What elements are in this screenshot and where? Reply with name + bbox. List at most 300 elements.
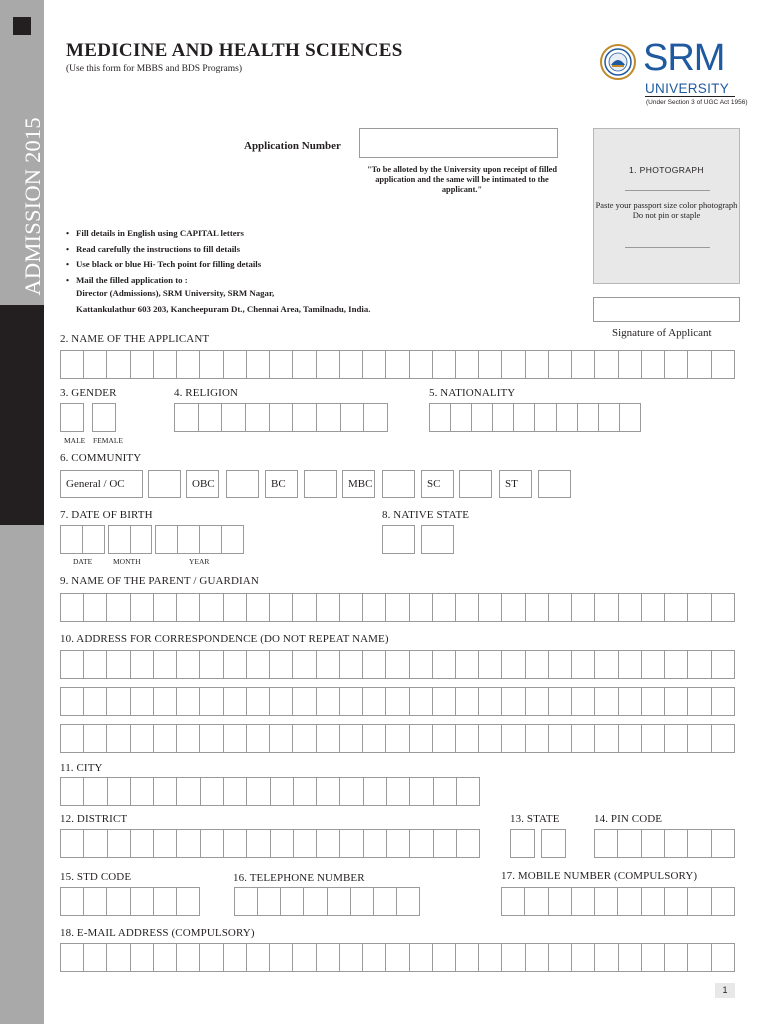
character-cell[interactable]: [107, 777, 131, 806]
character-cell[interactable]: [617, 887, 641, 916]
character-cell[interactable]: [385, 350, 409, 379]
character-cell[interactable]: [594, 943, 618, 972]
character-cell[interactable]: [106, 887, 130, 916]
photograph-box[interactable]: [593, 128, 740, 284]
character-cell[interactable]: [60, 687, 84, 716]
signature-field[interactable]: [593, 297, 740, 322]
character-cell[interactable]: [176, 724, 200, 753]
character-cell[interactable]: [176, 593, 200, 622]
character-cell[interactable]: [106, 943, 130, 972]
character-cell[interactable]: [269, 593, 293, 622]
character-cell[interactable]: [327, 887, 351, 916]
character-cell[interactable]: [618, 724, 642, 753]
character-cell[interactable]: [245, 403, 270, 432]
character-cell[interactable]: [60, 943, 84, 972]
native-state-box[interactable]: [382, 525, 415, 554]
character-cell[interactable]: [303, 887, 327, 916]
character-cell[interactable]: [664, 650, 688, 679]
character-cell[interactable]: [316, 650, 340, 679]
character-cell[interactable]: [501, 724, 525, 753]
character-cell[interactable]: [246, 650, 270, 679]
character-cell[interactable]: [292, 687, 316, 716]
character-cell[interactable]: [687, 650, 711, 679]
character-cell[interactable]: [548, 887, 572, 916]
character-cell[interactable]: [176, 887, 200, 916]
character-cell[interactable]: [153, 887, 177, 916]
character-cell[interactable]: [257, 887, 281, 916]
character-cell[interactable]: [501, 650, 525, 679]
character-cell[interactable]: [571, 350, 595, 379]
character-cell[interactable]: [246, 777, 270, 806]
city-boxes[interactable]: [60, 777, 480, 806]
character-cell[interactable]: [456, 777, 480, 806]
character-cell[interactable]: [456, 829, 480, 858]
character-cell[interactable]: [223, 777, 247, 806]
character-cell[interactable]: [155, 525, 178, 554]
character-cell[interactable]: [711, 943, 735, 972]
character-cell[interactable]: [432, 593, 456, 622]
character-cell[interactable]: [176, 943, 200, 972]
character-cell[interactable]: [556, 403, 578, 432]
character-cell[interactable]: [130, 650, 154, 679]
character-cell[interactable]: [478, 350, 502, 379]
character-cell[interactable]: [83, 593, 107, 622]
character-cell[interactable]: [82, 525, 105, 554]
character-cell[interactable]: [385, 593, 409, 622]
address-line-3-boxes[interactable]: [60, 724, 735, 753]
nationality-boxes[interactable]: [429, 403, 641, 432]
character-cell[interactable]: [199, 650, 223, 679]
character-cell[interactable]: [106, 724, 130, 753]
character-cell[interactable]: [432, 650, 456, 679]
character-cell[interactable]: [618, 593, 642, 622]
community-check-sc[interactable]: [459, 470, 492, 498]
character-cell[interactable]: [641, 687, 665, 716]
character-cell[interactable]: [641, 887, 665, 916]
character-cell[interactable]: [594, 724, 618, 753]
mailing-address-line: Kattankulathur 603 203, Kancheepuram Dt., Chennai Area, Tamilnadu, India.: [76, 303, 371, 314]
name-boxes[interactable]: [60, 350, 735, 379]
pin-code-boxes[interactable]: [594, 829, 735, 858]
character-cell[interactable]: [432, 943, 456, 972]
character-cell[interactable]: [340, 403, 365, 432]
character-cell[interactable]: [471, 403, 493, 432]
character-cell[interactable]: [174, 403, 199, 432]
character-cell[interactable]: [455, 687, 479, 716]
character-cell[interactable]: [153, 687, 177, 716]
character-cell[interactable]: [618, 687, 642, 716]
character-cell[interactable]: [83, 650, 107, 679]
character-cell[interactable]: [396, 887, 420, 916]
character-cell[interactable]: [316, 724, 340, 753]
character-cell[interactable]: [548, 350, 572, 379]
character-cell[interactable]: [548, 687, 572, 716]
character-cell[interactable]: [687, 943, 711, 972]
character-cell[interactable]: [153, 943, 177, 972]
character-cell[interactable]: [246, 943, 270, 972]
community-check-mbc[interactable]: [382, 470, 415, 498]
character-cell[interactable]: [339, 777, 363, 806]
gender-male-box[interactable]: [60, 403, 84, 432]
character-cell[interactable]: [385, 650, 409, 679]
character-cell[interactable]: [455, 724, 479, 753]
character-cell[interactable]: [641, 724, 665, 753]
character-cell[interactable]: [571, 943, 595, 972]
community-check-st[interactable]: [538, 470, 571, 498]
character-cell[interactable]: [362, 650, 386, 679]
character-cell[interactable]: [270, 829, 294, 858]
character-cell[interactable]: [83, 724, 107, 753]
character-cell[interactable]: [548, 943, 572, 972]
character-cell[interactable]: [618, 650, 642, 679]
character-cell[interactable]: [130, 350, 154, 379]
character-cell[interactable]: [618, 350, 642, 379]
character-cell[interactable]: [577, 403, 599, 432]
character-cell[interactable]: [60, 724, 84, 753]
character-cell[interactable]: [83, 687, 107, 716]
character-cell[interactable]: [339, 829, 363, 858]
character-cell[interactable]: [106, 650, 130, 679]
character-cell[interactable]: [339, 687, 363, 716]
character-cell[interactable]: [455, 943, 479, 972]
state-box[interactable]: [541, 829, 566, 858]
character-cell[interactable]: [711, 724, 735, 753]
character-cell[interactable]: [385, 943, 409, 972]
character-cell[interactable]: [130, 943, 154, 972]
character-cell[interactable]: [339, 943, 363, 972]
character-cell[interactable]: [409, 350, 433, 379]
character-cell[interactable]: [525, 687, 549, 716]
character-cell[interactable]: [501, 593, 525, 622]
character-cell[interactable]: [362, 350, 386, 379]
character-cell[interactable]: [711, 829, 735, 858]
character-cell[interactable]: [513, 403, 535, 432]
character-cell[interactable]: [363, 777, 387, 806]
character-cell[interactable]: [455, 650, 479, 679]
character-cell[interactable]: [594, 829, 618, 858]
character-cell[interactable]: [571, 887, 595, 916]
character-cell[interactable]: [316, 687, 340, 716]
character-cell[interactable]: [478, 943, 502, 972]
character-cell[interactable]: [130, 525, 153, 554]
character-cell[interactable]: [130, 829, 154, 858]
state-box[interactable]: [510, 829, 535, 858]
character-cell[interactable]: [280, 887, 304, 916]
character-cell[interactable]: [339, 350, 363, 379]
character-cell[interactable]: [293, 829, 317, 858]
character-cell[interactable]: [130, 887, 154, 916]
character-cell[interactable]: [83, 943, 107, 972]
character-cell[interactable]: [223, 829, 247, 858]
character-cell[interactable]: [339, 650, 363, 679]
character-cell[interactable]: [385, 724, 409, 753]
character-cell[interactable]: [269, 650, 293, 679]
character-cell[interactable]: [711, 650, 735, 679]
character-cell[interactable]: [432, 350, 456, 379]
character-cell[interactable]: [199, 687, 223, 716]
application-number-field[interactable]: [359, 128, 558, 158]
character-cell[interactable]: [598, 403, 620, 432]
native-state-box[interactable]: [421, 525, 454, 554]
character-cell[interactable]: [223, 593, 247, 622]
character-cell[interactable]: [60, 650, 84, 679]
character-cell[interactable]: [664, 943, 688, 972]
character-cell[interactable]: [106, 350, 130, 379]
character-cell[interactable]: [153, 650, 177, 679]
character-cell[interactable]: [316, 829, 340, 858]
character-cell[interactable]: [292, 403, 317, 432]
character-cell[interactable]: [269, 724, 293, 753]
character-cell[interactable]: [269, 943, 293, 972]
character-cell[interactable]: [198, 403, 223, 432]
character-cell[interactable]: [246, 829, 270, 858]
character-cell[interactable]: [60, 887, 84, 916]
dob-month-boxes[interactable]: [108, 525, 152, 554]
character-cell[interactable]: [316, 777, 340, 806]
character-cell[interactable]: [525, 943, 549, 972]
character-cell[interactable]: [548, 593, 572, 622]
telephone-boxes[interactable]: [234, 887, 420, 916]
character-cell[interactable]: [316, 593, 340, 622]
std-code-boxes[interactable]: [60, 887, 200, 916]
address-line-2-boxes[interactable]: [60, 687, 735, 716]
character-cell[interactable]: [432, 724, 456, 753]
character-cell[interactable]: [223, 724, 247, 753]
character-cell[interactable]: [450, 403, 472, 432]
character-cell[interactable]: [664, 593, 688, 622]
character-cell[interactable]: [687, 887, 711, 916]
character-cell[interactable]: [153, 777, 177, 806]
character-cell[interactable]: [433, 829, 457, 858]
mobile-boxes[interactable]: [501, 887, 735, 916]
character-cell[interactable]: [293, 777, 317, 806]
character-cell[interactable]: [362, 724, 386, 753]
character-cell[interactable]: [525, 650, 549, 679]
character-cell[interactable]: [687, 687, 711, 716]
character-cell[interactable]: [83, 350, 107, 379]
character-cell[interactable]: [269, 403, 294, 432]
character-cell[interactable]: [108, 525, 131, 554]
character-cell[interactable]: [60, 525, 83, 554]
character-cell[interactable]: [199, 724, 223, 753]
character-cell[interactable]: [106, 687, 130, 716]
character-cell[interactable]: [501, 687, 525, 716]
character-cell[interactable]: [386, 829, 410, 858]
character-cell[interactable]: [339, 593, 363, 622]
character-cell[interactable]: [223, 687, 247, 716]
character-cell[interactable]: [269, 350, 293, 379]
character-cell[interactable]: [455, 350, 479, 379]
district-boxes[interactable]: [60, 829, 480, 858]
character-cell[interactable]: [711, 887, 735, 916]
character-cell[interactable]: [199, 943, 223, 972]
character-cell[interactable]: [594, 350, 618, 379]
character-cell[interactable]: [130, 687, 154, 716]
character-cell[interactable]: [571, 724, 595, 753]
character-cell[interactable]: [617, 829, 641, 858]
character-cell[interactable]: [176, 829, 200, 858]
character-cell[interactable]: [153, 724, 177, 753]
character-cell[interactable]: [223, 350, 247, 379]
character-cell[interactable]: [619, 403, 641, 432]
character-cell[interactable]: [130, 724, 154, 753]
character-cell[interactable]: [270, 777, 294, 806]
character-cell[interactable]: [548, 650, 572, 679]
character-cell[interactable]: [153, 829, 177, 858]
character-cell[interactable]: [83, 887, 107, 916]
character-cell[interactable]: [83, 829, 107, 858]
dob-date-boxes[interactable]: [60, 525, 105, 554]
character-cell[interactable]: [455, 593, 479, 622]
character-cell[interactable]: [362, 943, 386, 972]
character-cell[interactable]: [524, 887, 548, 916]
character-cell[interactable]: [478, 687, 502, 716]
character-cell[interactable]: [176, 687, 200, 716]
character-cell[interactable]: [199, 593, 223, 622]
character-cell[interactable]: [362, 593, 386, 622]
character-cell[interactable]: [571, 593, 595, 622]
character-cell[interactable]: [292, 943, 316, 972]
character-cell[interactable]: [199, 350, 223, 379]
character-cell[interactable]: [292, 650, 316, 679]
character-cell[interactable]: [641, 829, 665, 858]
character-cell[interactable]: [687, 724, 711, 753]
character-cell[interactable]: [60, 829, 84, 858]
character-cell[interactable]: [409, 650, 433, 679]
character-cell[interactable]: [350, 887, 374, 916]
character-cell[interactable]: [363, 829, 387, 858]
email-boxes[interactable]: [60, 943, 735, 972]
character-cell[interactable]: [386, 777, 410, 806]
character-cell[interactable]: [221, 403, 246, 432]
character-cell[interactable]: [362, 687, 386, 716]
character-cell[interactable]: [409, 943, 433, 972]
gender-female-box[interactable]: [92, 403, 116, 432]
character-cell[interactable]: [525, 724, 549, 753]
character-cell[interactable]: [409, 829, 433, 858]
character-cell[interactable]: [664, 687, 688, 716]
character-cell[interactable]: [478, 724, 502, 753]
character-cell[interactable]: [246, 687, 270, 716]
address-line-1-boxes[interactable]: [60, 650, 735, 679]
community-check-bc[interactable]: [304, 470, 337, 498]
character-cell[interactable]: [687, 350, 711, 379]
character-cell[interactable]: [433, 777, 457, 806]
character-cell[interactable]: [234, 887, 258, 916]
character-cell[interactable]: [316, 350, 340, 379]
character-cell[interactable]: [534, 403, 556, 432]
character-cell[interactable]: [373, 887, 397, 916]
character-cell[interactable]: [292, 350, 316, 379]
character-cell[interactable]: [478, 593, 502, 622]
character-cell[interactable]: [177, 525, 200, 554]
character-cell[interactable]: [176, 650, 200, 679]
character-cell[interactable]: [130, 593, 154, 622]
character-cell[interactable]: [339, 724, 363, 753]
character-cell[interactable]: [221, 525, 244, 554]
character-cell[interactable]: [316, 403, 341, 432]
character-cell[interactable]: [409, 777, 433, 806]
character-cell[interactable]: [711, 687, 735, 716]
character-cell[interactable]: [385, 687, 409, 716]
character-cell[interactable]: [223, 650, 247, 679]
community-check-general[interactable]: [148, 470, 181, 498]
character-cell[interactable]: [153, 593, 177, 622]
character-cell[interactable]: [664, 724, 688, 753]
character-cell[interactable]: [525, 593, 549, 622]
character-cell[interactable]: [223, 943, 247, 972]
character-cell[interactable]: [664, 829, 688, 858]
character-cell[interactable]: [641, 943, 665, 972]
character-cell[interactable]: [176, 350, 200, 379]
character-cell[interactable]: [525, 350, 549, 379]
character-cell[interactable]: [200, 777, 224, 806]
religion-boxes[interactable]: [174, 403, 388, 432]
character-cell[interactable]: [432, 687, 456, 716]
character-cell[interactable]: [501, 350, 525, 379]
character-cell[interactable]: [501, 887, 525, 916]
character-cell[interactable]: [429, 403, 451, 432]
character-cell[interactable]: [594, 887, 618, 916]
character-cell[interactable]: [664, 350, 688, 379]
character-cell[interactable]: [641, 593, 665, 622]
parent-boxes[interactable]: [60, 593, 735, 622]
character-cell[interactable]: [60, 350, 84, 379]
character-cell[interactable]: [548, 724, 572, 753]
character-cell[interactable]: [316, 943, 340, 972]
character-cell[interactable]: [106, 593, 130, 622]
character-cell[interactable]: [711, 593, 735, 622]
character-cell[interactable]: [246, 724, 270, 753]
character-cell[interactable]: [176, 777, 200, 806]
character-cell[interactable]: [594, 593, 618, 622]
character-cell[interactable]: [409, 593, 433, 622]
character-cell[interactable]: [269, 687, 293, 716]
character-cell[interactable]: [363, 403, 388, 432]
character-cell[interactable]: [292, 724, 316, 753]
character-cell[interactable]: [501, 943, 525, 972]
dob-year-boxes[interactable]: [155, 525, 244, 554]
character-cell[interactable]: [246, 350, 270, 379]
character-cell[interactable]: [478, 650, 502, 679]
character-cell[interactable]: [711, 350, 735, 379]
character-cell[interactable]: [246, 593, 270, 622]
character-cell[interactable]: [153, 350, 177, 379]
character-cell[interactable]: [60, 777, 84, 806]
character-cell[interactable]: [687, 829, 711, 858]
character-cell[interactable]: [292, 593, 316, 622]
character-cell[interactable]: [571, 650, 595, 679]
character-cell[interactable]: [687, 593, 711, 622]
character-cell[interactable]: [618, 943, 642, 972]
character-cell[interactable]: [664, 887, 688, 916]
character-cell[interactable]: [641, 350, 665, 379]
character-cell[interactable]: [60, 593, 84, 622]
character-cell[interactable]: [199, 525, 222, 554]
character-cell[interactable]: [594, 687, 618, 716]
character-cell[interactable]: [492, 403, 514, 432]
character-cell[interactable]: [641, 650, 665, 679]
character-cell[interactable]: [200, 829, 224, 858]
character-cell[interactable]: [594, 650, 618, 679]
character-cell[interactable]: [83, 777, 107, 806]
character-cell[interactable]: [571, 687, 595, 716]
community-check-obc[interactable]: [226, 470, 259, 498]
character-cell[interactable]: [409, 724, 433, 753]
character-cell[interactable]: [130, 777, 154, 806]
character-cell[interactable]: [107, 829, 131, 858]
character-cell[interactable]: [409, 687, 433, 716]
